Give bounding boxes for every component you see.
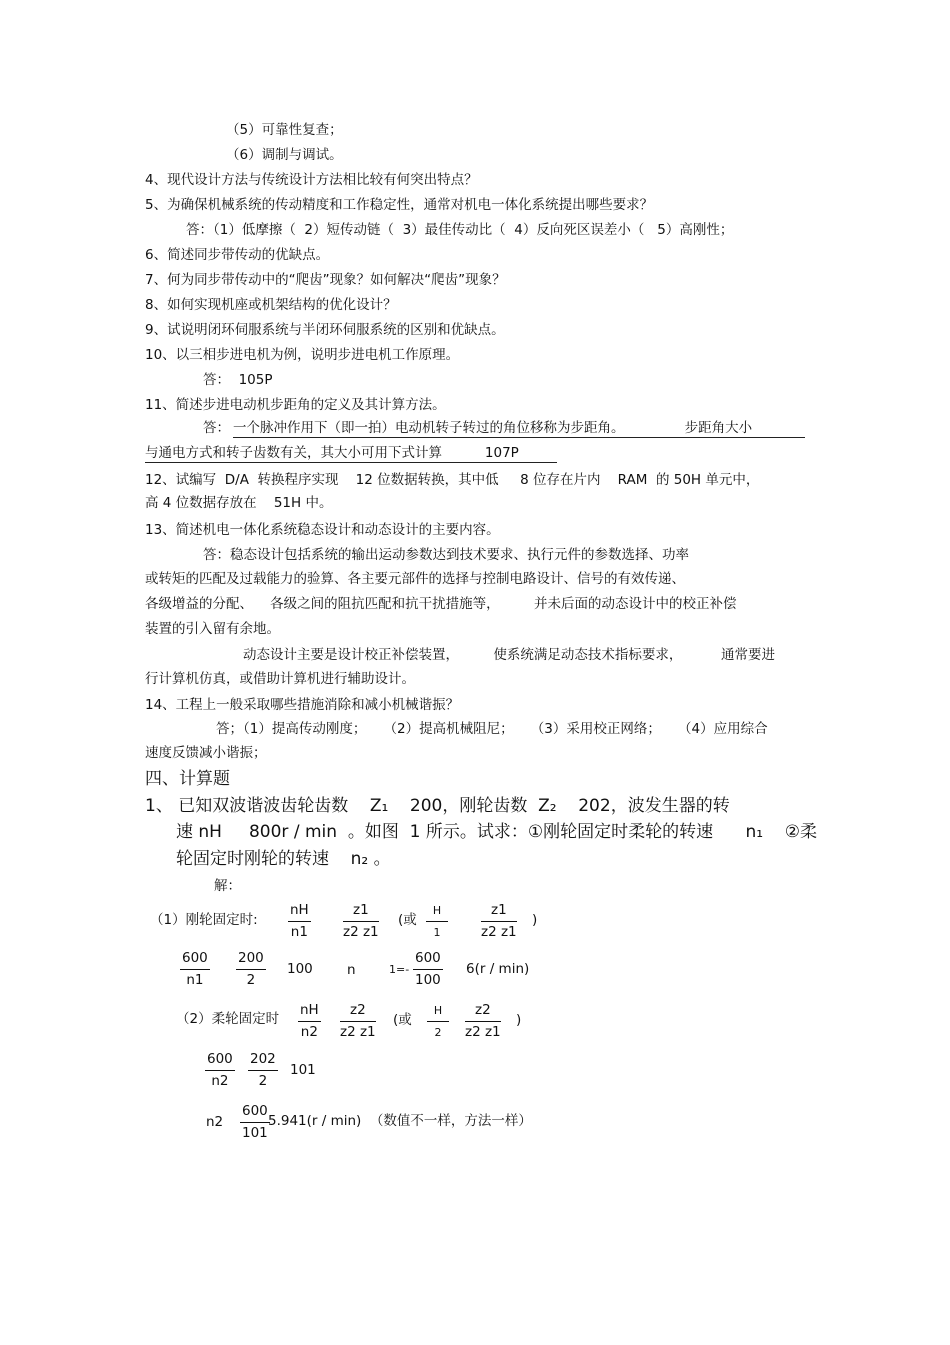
- fraction-numerator: nH: [288, 902, 311, 922]
- answer-14-line1: 答；（1）提高传动刚度； （2）提高机械阻尼； （3）采用校正网络； （4）应用综合: [216, 721, 768, 737]
- fraction-numerator: 202: [248, 1051, 278, 1071]
- formula3-alt-close: ): [516, 1012, 522, 1028]
- question-4: 4、现代设计方法与传统设计方法相比较有何突出特点？: [145, 172, 478, 188]
- formula1-alt-close: ): [532, 912, 538, 928]
- formula3-alt-open: (或: [393, 1012, 412, 1028]
- fraction-denominator: 100: [415, 972, 441, 988]
- fraction-numerator: z2: [465, 1002, 501, 1022]
- formula2-result: 6(r / min): [466, 961, 530, 977]
- fraction-numerator: 600: [180, 950, 210, 970]
- fraction-numerator: z1: [343, 902, 379, 922]
- answer-14-line2: 速度反馈减小谐振；: [145, 745, 267, 761]
- fraction-numerator: 600: [205, 1051, 235, 1071]
- fraction-numerator: H: [426, 902, 448, 922]
- fraction-numerator: H: [427, 1002, 449, 1022]
- fraction-denominator: 101: [242, 1125, 268, 1141]
- fraction-600-n1: [180, 950, 210, 989]
- formula1-label: （1）刚轮固定时:: [150, 912, 258, 928]
- question-9: 9、试说明闭环伺服系统与半闭环伺服系统的区别和优缺点。: [145, 322, 505, 338]
- answer-13-line4: 装置的引入留有余地。: [145, 621, 280, 637]
- formula3-label: （2）柔轮固定时: [176, 1011, 280, 1027]
- question-14: 14、工程上一般采取哪些措施消除和减小机械谐振？: [145, 697, 460, 713]
- answer-13-line5: 动态设计主要是设计校正补偿装置， 使系统满足动态技术指标要求， 通常要进: [243, 647, 775, 663]
- answer-13-line6: 行计算机仿真，或借助计算机进行辅助设计。: [145, 671, 415, 687]
- question-10: 10、以三相步进电机为例，说明步进电机工作原理。: [145, 347, 460, 363]
- fraction-nh-n2: [298, 1002, 321, 1041]
- fraction-denominator: 1: [433, 926, 441, 939]
- fraction-h-1: [426, 902, 448, 941]
- fraction-h-2: [427, 1002, 449, 1041]
- question-6: 6、简述同步带传动的优缺点。: [145, 247, 330, 263]
- answer-11-prefix: 答：: [203, 420, 230, 436]
- section-heading-calculation: 四、计算题: [145, 769, 230, 789]
- question-12-cont: 高 4 位数据存放在 51H 中。: [145, 495, 333, 511]
- fraction-denominator: z2 z1: [465, 1024, 501, 1040]
- fraction-denominator: n1: [186, 972, 204, 988]
- question-8: 8、如何实现机座或机架结构的优化设计？: [145, 297, 397, 313]
- answer-11-line1: 一个脉冲作用下（即一拍）电动机转子转过的角位移称为步距角。 步距角大小: [233, 419, 805, 438]
- fraction-600-101: [240, 1103, 270, 1142]
- fraction-denominator: n1: [290, 924, 308, 940]
- formula2-eq: 1=-: [389, 963, 410, 976]
- solution-label: 解：: [214, 878, 241, 894]
- answer-13-line3: 各级增益的分配、 各级之间的阻抗匹配和抗干扰措施等， 并未后面的动态设计中的校正补偿: [145, 596, 737, 612]
- answer-13-line2: 或转矩的匹配及过载能力的验算、各主要元部件的选择与控制电路设计、信号的有效传递、: [145, 571, 685, 587]
- fraction-numerator: 600: [240, 1103, 270, 1123]
- formula5-n2: n2: [206, 1114, 224, 1130]
- problem-1-line2: 速 nH 800r / min 。如图 1 所示。试求：①刚轮固定时柔轮的转速 n₁ ②柔: [176, 822, 817, 842]
- fraction-numerator: 600: [413, 950, 443, 970]
- answer-10: 答： 105P: [203, 372, 273, 388]
- line-debug: （6）调制与调试。: [226, 147, 343, 163]
- fraction-denominator: n2: [211, 1073, 229, 1089]
- fraction-numerator: z2: [340, 1002, 376, 1022]
- fraction-numerator: 200: [236, 950, 266, 970]
- answer-5: 答：（1）低摩擦（ 2）短传动链（ 3）最佳传动比（ 4）反向死区误差小（ 5）高刚性；: [186, 222, 734, 238]
- fraction-numerator: nH: [298, 1002, 321, 1022]
- fraction-z1-z2z1: [343, 902, 379, 941]
- fraction-denominator: z2 z1: [481, 924, 517, 940]
- question-13: 13、简述机电一体化系统稳态设计和动态设计的主要内容。: [145, 522, 500, 538]
- fraction-600-n2: [205, 1051, 235, 1090]
- question-5: 5、为确保机械系统的传动精度和工作稳定性，通常对机电一体化系统提出哪些要求？: [145, 197, 654, 213]
- answer-13-line1: 答：稳态设计包括系统的输出运动参数达到技术要求、执行元件的参数选择、功率: [203, 547, 689, 563]
- formula4-value-101: 101: [290, 1062, 316, 1078]
- fraction-200-2: [236, 950, 266, 989]
- fraction-z2-z2z1-alt: [465, 1002, 501, 1041]
- problem-1-line1: 1、 已知双波谐波齿轮齿数 Z₁ 200，刚轮齿数 Z₂ 202，波发生器的转: [145, 796, 730, 816]
- fraction-denominator: 2: [258, 1073, 268, 1089]
- fraction-denominator: 2: [434, 1026, 442, 1039]
- fraction-denominator: 2: [246, 972, 256, 988]
- fraction-nh-n1: [288, 902, 311, 941]
- answer-11-line2: 与通电方式和转子齿数有关，其大小可用下式计算 107P: [145, 444, 557, 463]
- fraction-denominator: n2: [300, 1024, 318, 1040]
- fraction-denominator: z2 z1: [343, 924, 379, 940]
- fraction-600-100: [413, 950, 443, 989]
- question-7: 7、何为同步带传动中的“爬齿”现象？如何解决“爬齿”现象？: [145, 272, 506, 288]
- formula2-value-100: 100: [287, 961, 313, 977]
- fraction-numerator: z1: [481, 902, 517, 922]
- question-11: 11、简述步进电动机步距角的定义及其计算方法。: [145, 397, 446, 413]
- formula2-n: n: [347, 962, 356, 978]
- fraction-202-2: [248, 1051, 278, 1090]
- problem-1-line3: 轮固定时刚轮的转速 n₂ 。: [176, 849, 391, 869]
- question-12: 12、试编写 D/A 转换程序实现 12 位数据转换，其中低 8 位存在片内 RAM 的 50H 单元中，: [145, 472, 760, 488]
- line-review: （5）可靠性复查；: [226, 122, 343, 138]
- formula5-result: 5.941(r / min) （数值不一样，方法一样）: [268, 1113, 532, 1129]
- formula1-alt-open: (或: [398, 912, 417, 928]
- fraction-z1-z2z1-alt: [481, 902, 517, 941]
- fraction-denominator: z2 z1: [340, 1024, 376, 1040]
- fraction-z2-z2z1: [340, 1002, 376, 1041]
